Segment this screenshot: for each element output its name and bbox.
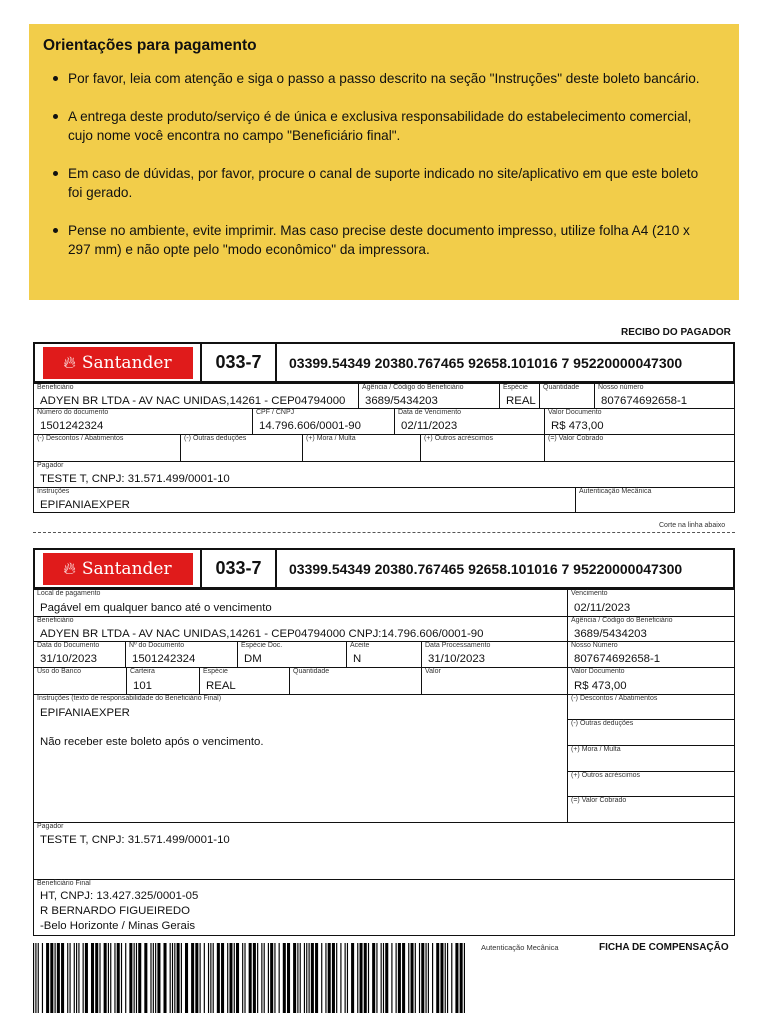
ficha-outras-deducoes: (-) Outras deduções: [567, 719, 735, 745]
cut-line: [33, 532, 735, 533]
ficha-nosso-numero: Nosso Número 807674692658-1: [567, 641, 735, 667]
recibo-especie: Espécie REAL: [499, 383, 539, 408]
recibo-title: RECIBO DO PAGADOR: [621, 327, 731, 338]
cut-label: Corte na linha abaixo: [659, 522, 726, 529]
ficha-autenticacao-label: Autenticação Mecânica: [481, 943, 559, 952]
ficha-vencimento: Vencimento 02/11/2023: [567, 589, 735, 616]
recibo-data-vencimento: Data de Vencimento 02/11/2023: [394, 408, 544, 434]
ficha-valor: Valor: [421, 667, 567, 694]
guidance-list: [43, 69, 725, 259]
linha-digitavel: 03399.54349 20380.767465 92658.101016 7 95220000047300: [289, 354, 683, 371]
ficha-data-processamento: Data Processamento 31/10/2023: [421, 641, 567, 667]
guidance-item: Por favor, leia com atenção e siga o passo a passo descrito na seção "Instruções" deste boleto bancário.: [68, 69, 725, 88]
ficha-instrucoes: Instruções (texto de responsabilidade do Beneficiário Final) EPIFANIAEXPER Não receber este boleto após o vencimento.: [33, 694, 567, 822]
ficha-pagador: Pagador TESTE T, CNPJ: 31.571.499/0001-10: [33, 822, 735, 879]
ficha-agencia: Agência / Código do Beneficiário 3689/5434203: [567, 616, 735, 641]
ficha-valor-documento: Valor Documento R$ 473,00: [567, 667, 735, 694]
bank-name: Santander: [81, 352, 172, 373]
guidance-title: Orientações para pagamento: [43, 37, 257, 54]
recibo-valor-cobrado: (=) Valor Cobrado: [544, 434, 735, 461]
recibo-nosso-numero: Nosso número 807674692658-1: [594, 383, 735, 408]
ficha-carteira: Carteira 101: [126, 667, 199, 694]
ficha-quantidade: Quantidade: [289, 667, 421, 694]
ficha-descontos: (-) Descontos / Abatimentos: [567, 694, 735, 719]
ficha-valor-cobrado: (=) Valor Cobrado: [567, 796, 735, 822]
ficha-title: FICHA DE COMPENSAÇÃO: [599, 942, 729, 953]
recibo-autenticacao: Autenticação Mecânica: [575, 487, 735, 513]
ficha-grid: [33, 589, 735, 936]
ficha-data-documento: Data do Documento 31/10/2023: [33, 641, 125, 667]
bank-logo: [35, 344, 202, 381]
ficha-uso-banco: Uso do Banco: [33, 667, 126, 694]
ficha-outros-acrescimos: (+) Outros acréscimos: [567, 771, 735, 796]
barcode: [33, 943, 465, 1013]
guidance-item: A entrega deste produto/serviço é de única e exclusiva responsabilidade do estabelecimento comercial, cujo nome você encontra no campo "Beneficiário final".: [68, 107, 725, 145]
recibo-header: [33, 342, 735, 383]
recibo-beneficiario: Beneficiário ADYEN BR LTDA - AV NAC UNIDAS,14261 - CEP04794000: [33, 383, 358, 408]
guidance-item: Em caso de dúvidas, por favor, procure o canal de suporte indicado no site/aplicativo em que este boleto foi gerado.: [68, 164, 725, 202]
recibo-cpf-cnpj: CPF / CNPJ 14.796.606/0001-90: [252, 408, 394, 434]
flame-icon: 🔥︎: [63, 559, 76, 578]
ficha-mora-multa: (+) Mora / Multa: [567, 745, 735, 771]
bank-name: Santander: [81, 558, 172, 579]
ficha-especie-doc: Espécie Doc. DM: [237, 641, 346, 667]
recibo-descontos: (-) Descontos / Abatimentos: [33, 434, 180, 461]
recibo-agencia: Agência / Código do Beneficiário 3689/5434203: [358, 383, 499, 408]
recibo-valor-documento: Valor Documento R$ 473,00: [544, 408, 735, 434]
recibo-outras-deducoes: (-) Outras deduções: [180, 434, 302, 461]
ficha-beneficiario: Beneficiário ADYEN BR LTDA - AV NAC UNIDAS,14261 - CEP04794000 CNPJ:14.796.606/0001-90: [33, 616, 567, 641]
ficha-aceite: Aceite N: [346, 641, 421, 667]
bank-code: 033-7: [202, 550, 277, 587]
ficha-beneficiario-final: Beneficiário Final HT, CNPJ: 13.427.325/0001-05 R BERNARDO FIGUEIREDO -Belo Horizonte / Minas Gerais: [33, 879, 735, 936]
recibo-pagador: Pagador TESTE T, CNPJ: 31.571.499/0001-10: [33, 461, 735, 487]
guidance-item: Pense no ambiente, evite imprimir. Mas caso precise deste documento impresso, utilize folha A4 (210 x 297 mm) e não opte pelo "modo econômico" da impressora.: [68, 221, 725, 259]
recibo-instrucoes: Instruções EPIFANIAEXPER: [33, 487, 575, 513]
recibo-mora-multa: (+) Mora / Multa: [302, 434, 420, 461]
ficha-especie: Espécie REAL: [199, 667, 289, 694]
ficha-header: [33, 548, 735, 589]
flame-icon: 🔥︎: [63, 353, 76, 372]
bank-logo: [35, 550, 202, 587]
recibo-grid: [33, 383, 735, 513]
bank-code: 033-7: [202, 344, 277, 381]
recibo-num-documento: Número do documento 1501242324: [33, 408, 252, 434]
ficha-local-pagamento: Local de pagamento Pagável em qualquer banco até o vencimento: [33, 589, 567, 616]
ficha-num-documento: Nº do Documento 1501242324: [125, 641, 237, 667]
recibo-outros-acrescimos: (+) Outros acréscimos: [420, 434, 544, 461]
linha-digitavel: 03399.54349 20380.767465 92658.101016 7 95220000047300: [289, 560, 683, 577]
payment-guidance-box: [29, 24, 739, 300]
recibo-quantidade: Quantidade: [539, 383, 594, 408]
